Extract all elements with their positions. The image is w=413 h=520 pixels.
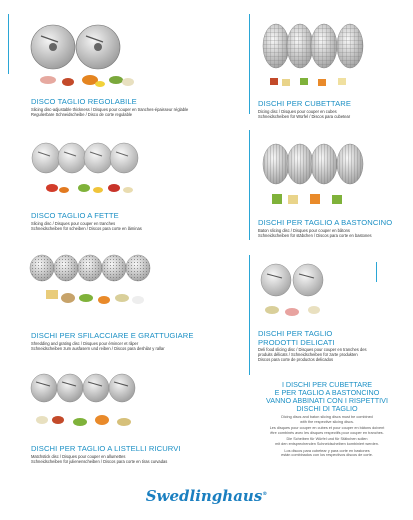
section-desc-line: Slicing disc-adjustable thickness / Disques pour couper en tranches-épaisseur réglable bbox=[31, 106, 189, 112]
note-text-line: Les disques pour couper en cubes et pour couper en bâtons doivent bbox=[269, 426, 385, 431]
note-text-line: mit den entsprechenden Schneidscheiben kombiniert werden. bbox=[275, 441, 379, 446]
section-desc-line: Regulierbare Schneidscheibe / Disco de corte regulable bbox=[31, 111, 133, 117]
note-text bbox=[252, 415, 402, 458]
section-title-adjustable-disc: DISCO TAGLIO REGOLABILE bbox=[31, 97, 137, 106]
section-title-slicing-disc: DISCO TAGLIO A FETTE bbox=[31, 211, 119, 220]
adjustable-slicing-disc-image bbox=[28, 22, 140, 92]
brand-name: Swedlinghaus bbox=[145, 487, 263, 505]
section-desc-line: Schneidscheiben für julienenscheiben / Discos para corte en tiras curvadas bbox=[31, 458, 168, 464]
note-title-line: E PER TAGLIO A BASTONCINO bbox=[274, 388, 380, 397]
section-title-baton-disc: DISCHI PER TAGLIO A BASTONCINO bbox=[258, 218, 393, 227]
note-title-line: VANNO ABBINATI CON I RISPETTIVI bbox=[266, 396, 388, 405]
section-title-deli-disc-line1: DISCHI PER TAGLIO bbox=[258, 329, 333, 338]
divider-line-mid-top bbox=[249, 14, 250, 114]
note-text-line: Dicing discs and baton slicing discs must be combined bbox=[281, 415, 373, 419]
section-desc-line: Baton slicing disc / Disques pour couper en bâtons bbox=[258, 227, 350, 233]
section-desc-line: Slicing disc / Disques pour couper en tranches bbox=[31, 220, 116, 226]
brand-logo bbox=[0, 487, 413, 505]
dicing-disc-image bbox=[258, 20, 378, 96]
note-title-line: I DISCHI PER CUBETTARE bbox=[281, 380, 373, 389]
section-desc-line: Schneidscheiben für Würfel / Discos para cubetear bbox=[258, 113, 351, 119]
section-desc-line: Matchstick disc / Disques pour couper en allumettes bbox=[31, 453, 126, 459]
section-title-dicing-disc: DISCHI PER CUBETTARE bbox=[258, 99, 351, 108]
matchstick-disc-image bbox=[28, 372, 148, 438]
section-title-deli-disc-line2: PRODOTTI DELICATI bbox=[258, 337, 335, 347]
shredding-grating-disc-image bbox=[28, 252, 156, 318]
note-text-line: Die Scheiben für Würfel und für Stäbchen sollen bbox=[286, 437, 368, 442]
section-desc-line: Discos para corte de productos delicados bbox=[258, 357, 334, 363]
section-desc-line: Deli food slicing disc / Disques pour couper en tranches des bbox=[258, 347, 367, 353]
section-desc-line: Schneidscheiben für scheiben / Discos para corte en láminas bbox=[31, 225, 142, 231]
note-text-line: Los discos para cubetear y para corte en bastones bbox=[284, 448, 370, 453]
section-title-shredding-disc: DISCHI PER SFILACCIARE E GRATTUGIARE bbox=[31, 331, 194, 340]
section-desc-line: Schneidscheiben für stäbchen / Discos para corte en bastones bbox=[258, 232, 372, 238]
baton-slicing-disc-image bbox=[258, 140, 378, 216]
section-title-matchstick-disc: DISCHI PER TAGLIO A LISTELLI RICURVI bbox=[31, 444, 181, 453]
registered-mark: ® bbox=[262, 491, 268, 497]
divider-line-mid bbox=[249, 130, 250, 240]
note-text-line: están combinados con los respectivos discos de corte. bbox=[281, 453, 373, 458]
note-title-line: DISCHI DI TAGLIO bbox=[296, 404, 358, 413]
note-text-line: être combinés avec les disques respectifs pour couper en tranches. bbox=[270, 430, 384, 435]
divider-line-mid-2 bbox=[249, 255, 250, 375]
divider-line-right bbox=[376, 262, 377, 282]
combination-note bbox=[252, 381, 402, 458]
slicing-disc-image bbox=[28, 140, 140, 202]
section-desc-line: Shredding and grating disc / Disques pour émincer et râper bbox=[31, 340, 139, 346]
section-desc-line: produits délicats / Schneidscheiben für zarte produkten bbox=[258, 352, 358, 358]
divider-line-left bbox=[8, 14, 9, 74]
section-desc-line: Dicing disc / Disques pour couper en cubes bbox=[258, 108, 337, 114]
section-desc-line: Schneidscheiben zum ausfasern und reiben / Discos para deshilar y rallar bbox=[31, 345, 165, 351]
note-text-line: with the respective slicing discs. bbox=[300, 419, 354, 424]
deli-slicing-disc-image bbox=[258, 262, 368, 322]
